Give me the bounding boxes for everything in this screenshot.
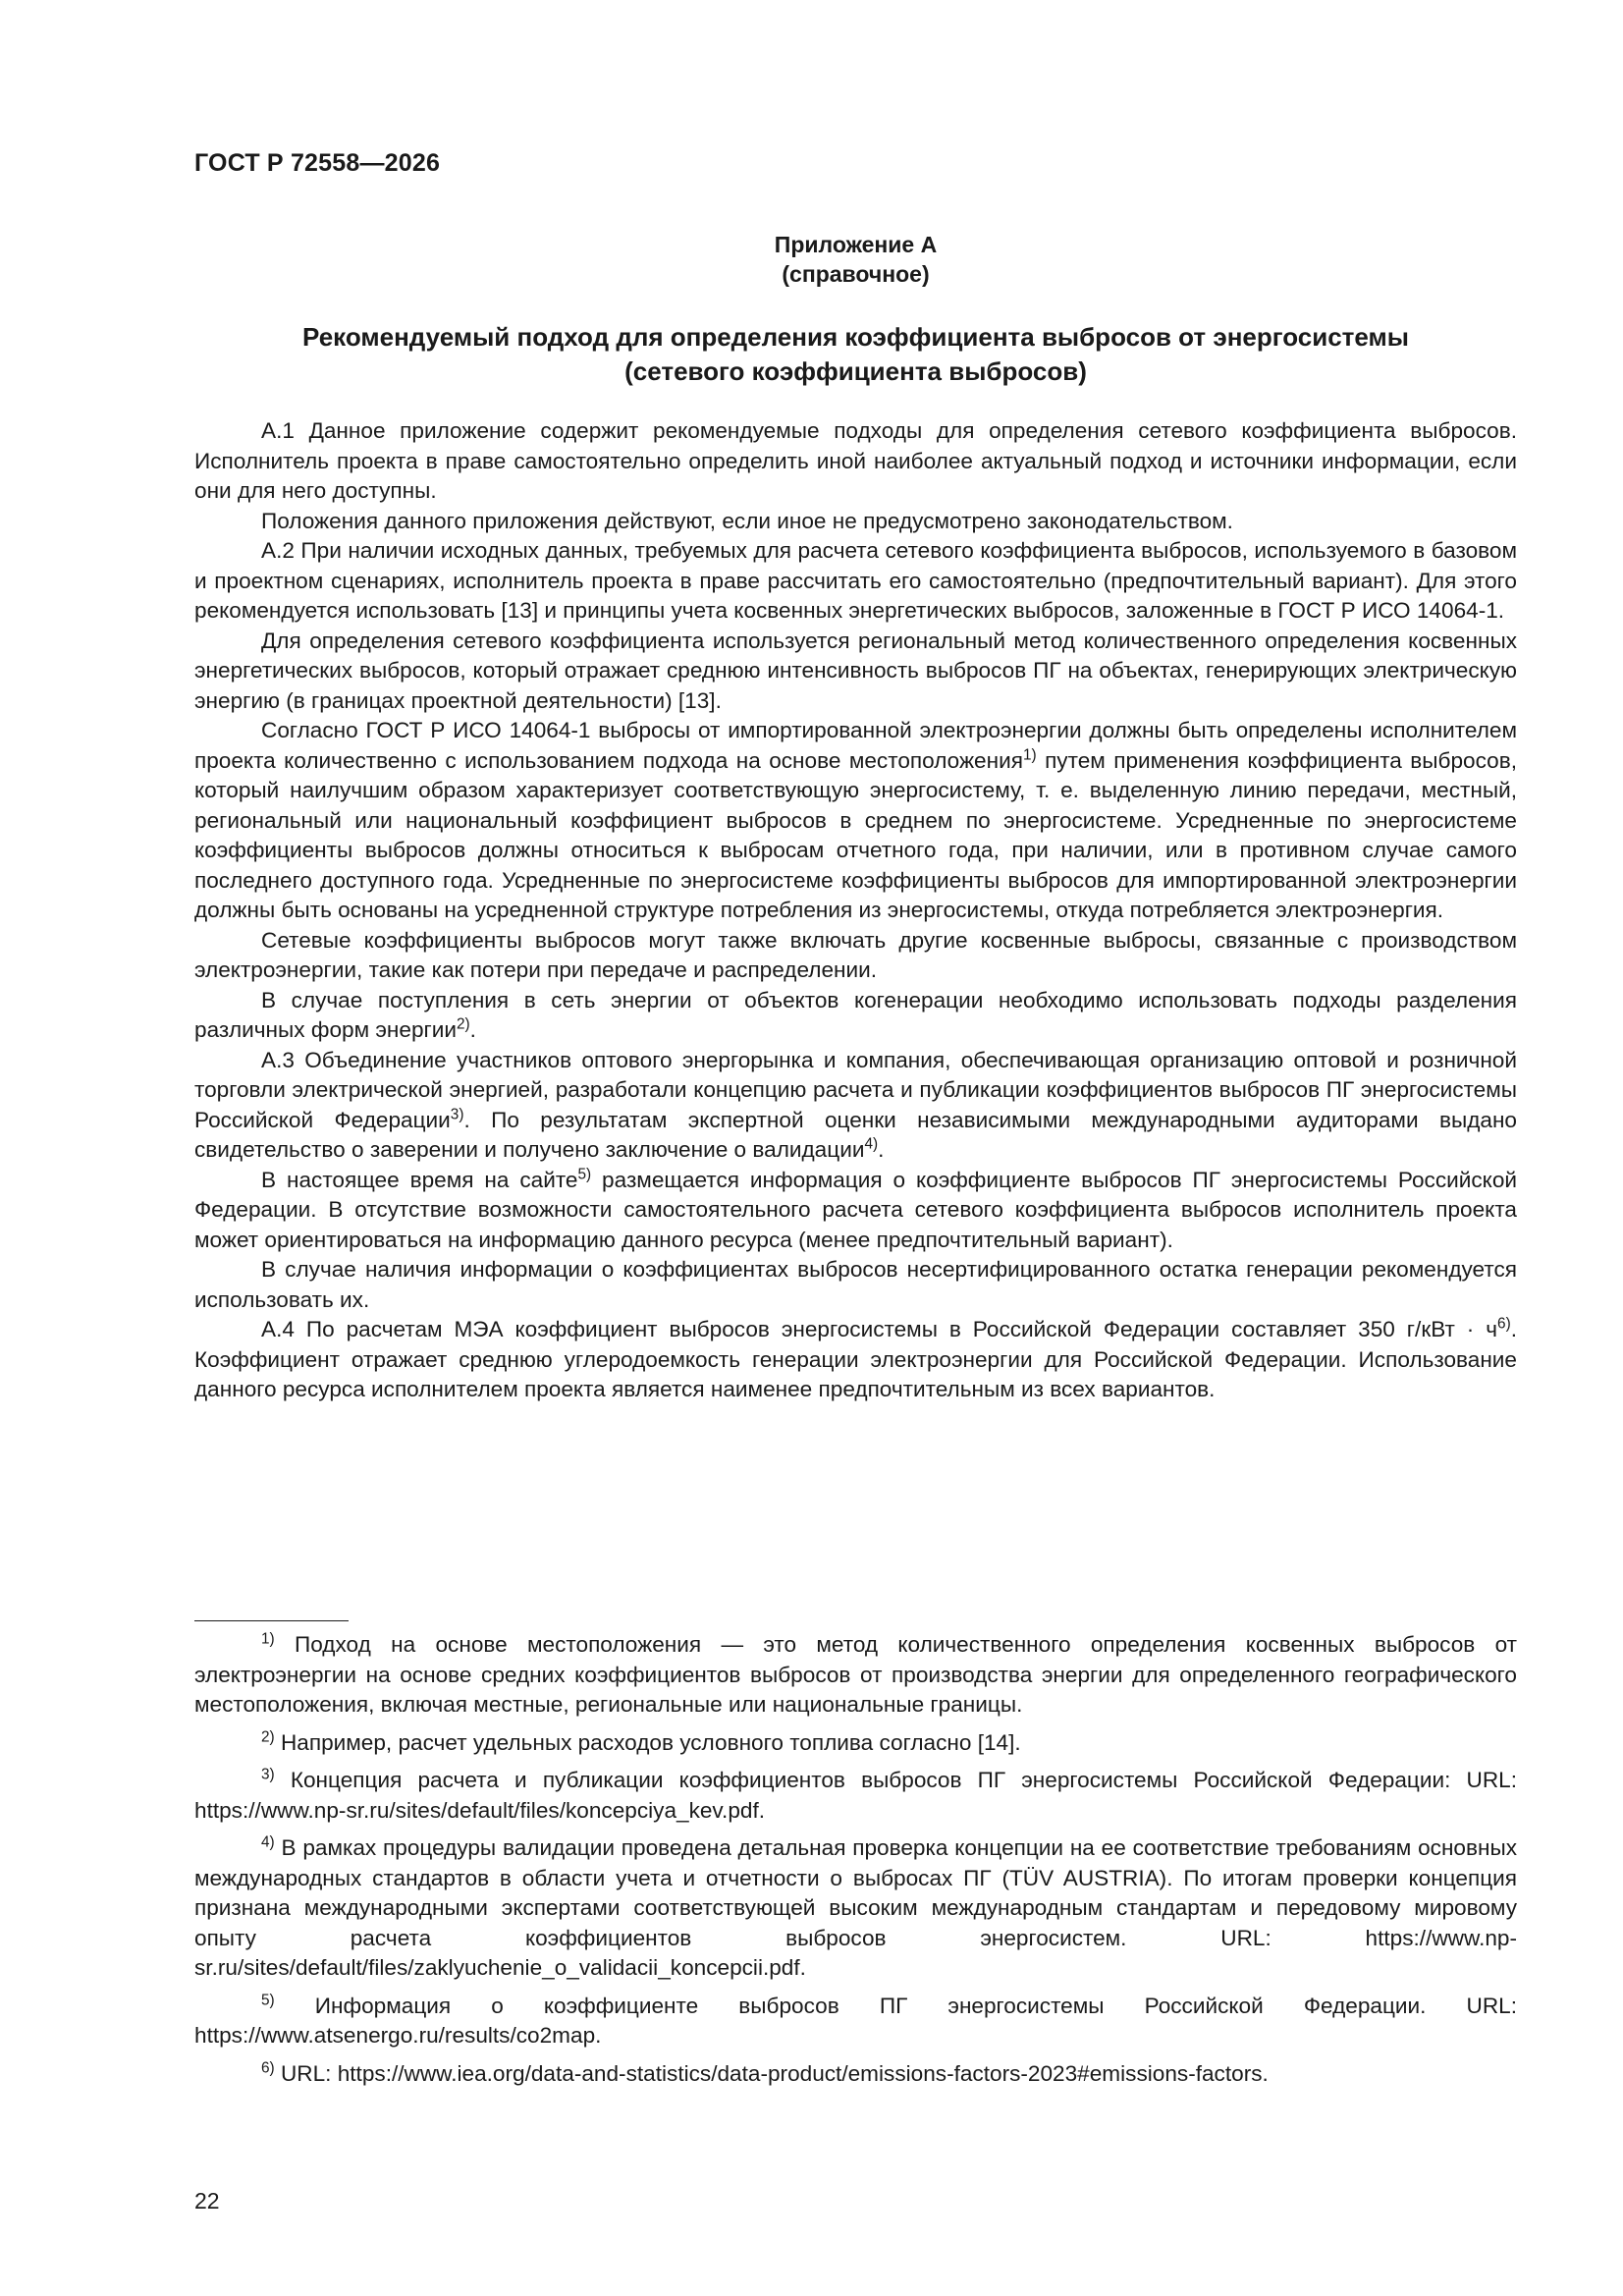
- footnote-ref-4[interactable]: 4): [864, 1135, 879, 1153]
- paragraph-location-based: [194, 716, 1517, 926]
- footnote-text: Подход на основе местоположения — это метод количественного определения косвенных выбросов от электроэнергии на основе средних коэффициентов выбросов от производства энергии для определенного географического местоположения, включая местные, региональные или национальные границы.: [194, 1632, 1517, 1717]
- footnote-2: [194, 1728, 1517, 1759]
- paragraph-text: В настоящее время на сайте: [261, 1167, 578, 1192]
- appendix-heading: [194, 230, 1517, 289]
- body-text: [194, 416, 1517, 1405]
- appendix-label: Приложение А: [774, 232, 938, 257]
- paragraph-text: размещается информация о коэффициенте выбросов ПГ энергосистемы Российской Федерации. В отсутствие возможности самостоятельного расчета сетевого коэффициента выбросов исполнитель проекта может ориентироваться на информацию данного ресурса (менее предпочтительный вариант).: [194, 1167, 1518, 1252]
- footnote-ref-3[interactable]: 3): [450, 1106, 464, 1123]
- footnote-text[interactable]: Концепция расчета и публикации коэффициентов выбросов ПГ энергосистемы Российской Федерации: URL: https://www.np-sr.ru/sites/default/files/koncepciya_kev.pdf.: [194, 1768, 1517, 1823]
- footnote-6: [194, 2059, 1517, 2090]
- footnote-text: Например, расчет удельных расходов условного топлива согласно [14].: [280, 1729, 1021, 1755]
- appendix-kind: (справочное): [782, 261, 930, 287]
- footnote-3: [194, 1766, 1517, 1826]
- footnote-ref-1[interactable]: 1): [1022, 746, 1037, 764]
- footnote-mark: 1): [261, 1630, 275, 1648]
- footnote-separator: [194, 1620, 349, 1621]
- footnote-4: [194, 1833, 1517, 1984]
- paragraph-website: [194, 1166, 1517, 1256]
- paragraph-text: Для определения сетевого коэффициента используется региональный метод количественного определения косвенных энергетических выбросов, который отражает среднюю интенсивность выбросов ПГ на объектах, генерирующих электрическую энергию (в границах проектной деятельности) [13].: [194, 628, 1517, 713]
- footnote-mark: 3): [261, 1766, 275, 1783]
- footnotes: [194, 1630, 1517, 2097]
- paragraph-text: В случае наличия информации о коэффициентах выбросов несертифицированного остатка генерации рекомендуется использовать их.: [194, 1257, 1517, 1312]
- footnote-ref-5[interactable]: 5): [577, 1166, 592, 1183]
- footnote-mark: 2): [261, 1728, 275, 1746]
- paragraph-a1: [194, 416, 1517, 507]
- paragraph-network-factors: [194, 926, 1517, 986]
- paragraph-a3: [194, 1046, 1517, 1166]
- footnote-1: [194, 1630, 1517, 1721]
- paragraph-text: В случае поступления в сеть энергии от объектов когенерации необходимо использовать подходы разделения различных форм энергии: [194, 987, 1517, 1042]
- footnote-mark: 6): [261, 2059, 275, 2077]
- paragraph-a4: [194, 1315, 1517, 1405]
- paragraph-text: Согласно ГОСТ Р ИСО 14064-1 выбросы от импортированной электроэнергии должны быть определены исполнителем проекта количественно с использованием подхода на основе местоположения: [194, 718, 1517, 773]
- footnote-mark: 4): [261, 1833, 275, 1851]
- paragraph-text: . Коэффициент отражает среднюю углеродоемкость генерации электроэнергии для Российской Федерации. Использование данного ресурса исполнителем проекта является наименее предпочтительным из всех вариантов.: [194, 1317, 1517, 1401]
- paragraph-regional-method: [194, 627, 1517, 717]
- paragraph-text: . По результатам экспертной оценки независимыми международными аудиторами выдано свидетельство о заверении и получено заключение о валидации: [194, 1107, 1517, 1162]
- appendix-title-line-1: Рекомендуемый подход для определения коэффициента выбросов от энергосистемы: [302, 322, 1409, 352]
- paragraph-scope: [194, 507, 1517, 537]
- paragraph-text: Сетевые коэффициенты выбросов могут также включать другие косвенные выбросы, связанные с производством электроэнергии, такие как потери при передаче и распределении.: [194, 927, 1517, 982]
- paragraph-text: А.1 Данное приложение содержит рекомендуемые подходы для определения сетевого коэффициента выбросов. Исполнитель проекта в праве самостоятельно определить иной наиболее актуальный подход и источники информации, если они для него доступны.: [194, 418, 1517, 503]
- footnote-ref-6[interactable]: 6): [1497, 1315, 1511, 1333]
- footnote-mark: 5): [261, 1992, 275, 2009]
- footnote-5: [194, 1992, 1517, 2051]
- appendix-title: [194, 320, 1517, 389]
- paragraph-text: .: [878, 1137, 885, 1162]
- footnote-text[interactable]: В рамках процедуры валидации проведена детальная проверка концепции на ее соответствие требованиям основных международных стандартов в области учета и отчетности о выбросах ПГ (TÜV AUSTRIA). По итогам проверки концепция признана международными экспертами соответствующей высоким международным стандартам и передовому мировому опыту расчета коэффициентов выбросов энергосистем. URL: https://www.np-sr.ru/sites/default/files/zaklyuchenie_o_validacii_koncepcii.pdf.: [194, 1835, 1518, 1980]
- paragraph-residual-mix: [194, 1255, 1517, 1315]
- paragraph-text: Положения данного приложения действуют, если иное не предусмотрено законодательством.: [261, 508, 1233, 533]
- paragraph-a2: [194, 536, 1517, 627]
- document-code-header: ГОСТ Р 72558—2026: [194, 149, 441, 177]
- footnote-ref-2[interactable]: 2): [457, 1015, 470, 1033]
- appendix-title-line-2: (сетевого коэффициента выбросов): [624, 356, 1087, 386]
- paragraph-text: .: [469, 1017, 476, 1042]
- paragraph-cogeneration: [194, 986, 1517, 1046]
- footnote-text[interactable]: Информация о коэффициенте выбросов ПГ энергосистемы Российской Федерации. URL: https://www.atsenergo.ru/results/co2map.: [194, 1993, 1517, 2048]
- paragraph-text: А.2 При наличии исходных данных, требуемых для расчета сетевого коэффициента выбросов, используемого в базовом и проектном сценариях, исполнитель проекта в праве рассчитать его самостоятельно (предпочтительный вариант). Для этого рекомендуется использовать [13] и принципы учета косвенных энергетических выбросов, заложенные в ГОСТ Р ИСО 14064-1.: [194, 538, 1517, 623]
- page-number: 22: [194, 2188, 220, 2214]
- paragraph-text: А.4 По расчетам МЭА коэффициент выбросов энергосистемы в Российской Федерации составляет 350 г/кВт · ч: [261, 1317, 1498, 1341]
- footnote-text[interactable]: URL: https://www.iea.org/data-and-statistics/data-product/emissions-factors-2023#emissions-factors.: [280, 2060, 1269, 2086]
- paragraph-text: путем применения коэффициента выбросов, который наилучшим образом характеризует соответствующую энергосистему, т. е. выделенную линию передачи, местный, региональный или национальный коэффициент выбросов в среднем по энергосистеме. Усредненные по энергосистеме коэффициенты выбросов должны относиться к выбросам отчетного года, при наличии, или в противном случае самого последнего доступного года. Усредненные по энергосистеме коэффициенты выбросов для импортированной электроэнергии должны быть основаны на усредненной структуре потребления из энергосистемы, откуда потребляется электроэнергия.: [194, 747, 1517, 922]
- paragraph-text: А.3 Объединение участников оптового энергорынка и компания, обеспечивающая организацию оптовой и розничной торговли электрической энергией, разработали концепцию расчета и публикации коэффициентов выбросов ПГ энергосистемы Российской Федерации: [194, 1047, 1517, 1132]
